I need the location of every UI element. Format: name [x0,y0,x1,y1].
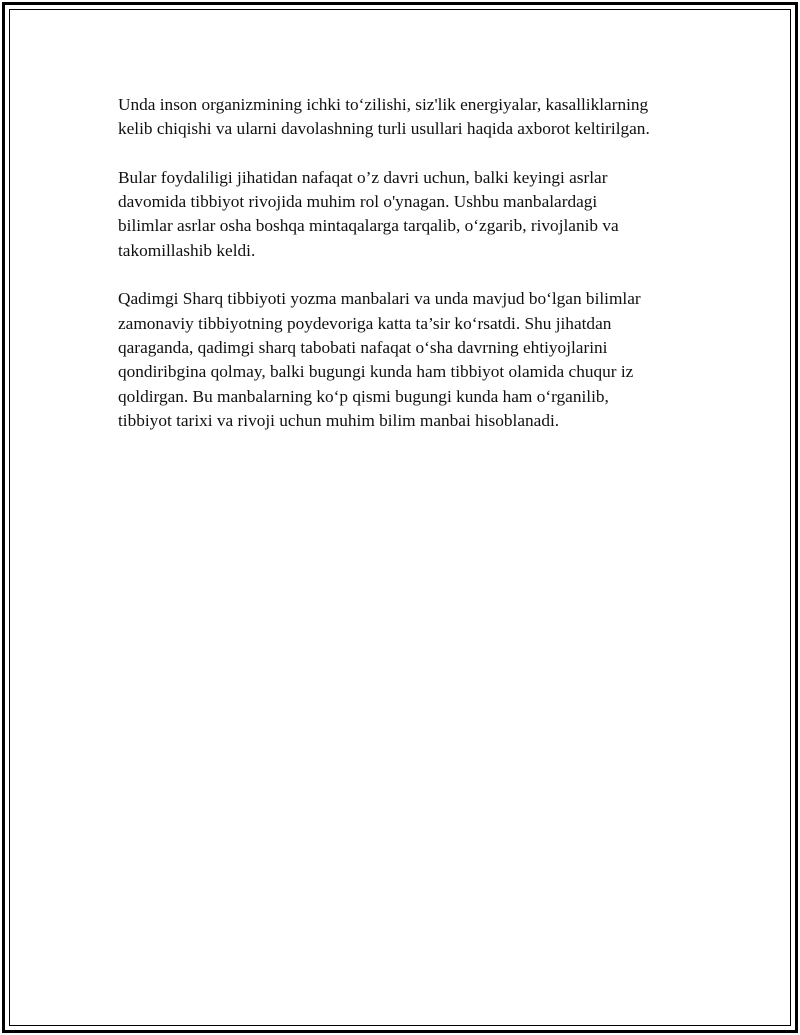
text-line: Unda inson organizmining ichki to‘zilishi, siz'lik energiyalar, kasalliklarning [118,95,649,114]
paragraph-3 [118,287,698,433]
text-line: Bular foydaliligi jihatidan nafaqat o’z davri uchun, balki keyingi asrlar [118,167,608,187]
text-line: Qadimgi Sharq tibbiyoti yozma manbalari va unda mavjud bo‘lgan bilimlar [118,289,641,309]
text-line: takomillashib keldi. [118,240,256,260]
text-line: tibbiyot tarixi va rivoji uchun muhim bilim manbai hisoblanadi. [118,410,560,430]
text-line: bilimlar asrlar osha boshqa mintaqalarga tarqalib, o‘zgarib, rivojlanib va [118,216,619,236]
document-body [118,93,698,457]
paragraph-1 [118,93,698,142]
paragraph-2 [118,166,698,263]
text-line: davomida tibbiyot rivojida muhim rol o'ynagan. Ushbu manbalardagi [118,192,598,212]
text-line: qoldirgan. Bu manbalarning ko‘p qismi bugungi kunda ham o‘rganilib, [118,386,609,406]
text-line: zamonaviy tibbiyotning poydevoriga katta ta’sir ko‘rsatdi. Shu jihatdan [118,313,612,333]
text-line: qondiribgina qolmay, balki bugungi kunda ham tibbiyot olamida chuqur iz [118,362,634,382]
text-line: kelib chiqishi va ularni davolashning turli usullari haqida axborot keltirilgan. [118,119,650,139]
text-line: qaraganda, qadimgi sharq tabobati nafaqat o‘sha davrning ehtiyojlarini [118,337,608,357]
